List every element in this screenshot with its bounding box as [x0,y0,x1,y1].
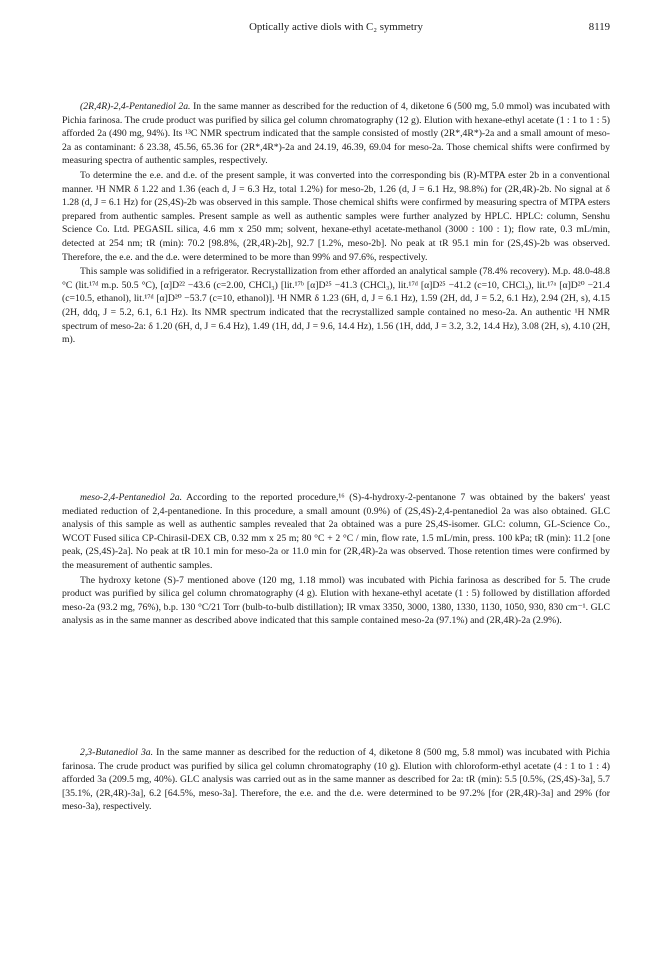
section-heading: (2R,4R)-2,4-Pentanediol 2a. [80,101,191,112]
paragraph-text: In the same manner as described for the reduction of 4, diketone 6 (500 mg, 5.0 mmol) was incubated with Pichia farinosa. The crude product was purified by silica gel column chromatography (12 g). Elution with hexane-ethyl acetate (1 : 1 to 1 : 5) afforded 2a (490 mg, 94%). Its ¹³C NMR spectrum indicated that the sample consisted of mostly (2R*,4R*)-2a and a small amount of meso-2a as contaminant: δ 23.38, 45.56, 65.36 for (2R*,4R*)-2a and 24.19, 46.39, 69.04 for meso-2a. Those chemical shifts were confirmed by measuring spectra of authentic samples, respectively. [62,101,610,167]
paragraph [62,746,610,814]
paragraph: To determine the e.e. and d.e. of the present sample, it was converted into the corresponding bis (R)-MTPA ester 2b in a conventional manner. ¹H NMR δ 1.22 and 1.36 (each d, J = 6.3 Hz, total 1.2%) for meso-2b, 1.26 (d, J = 6.1 Hz, 98.8%) for (2R,4R)-2b. No signal at δ 1.28 (d, J = 6.1 Hz) for (2S,4S)-2b was observed in this sample. Those chemical shifts were confirmed by measuring spectra of MTPA esters prepared from authentic samples. Present sample as well as authentic samples were further analyzed by HPLC. HPLC: column, Senshu Science Co. Ltd. PEGASIL silica, 4.6 mm x 250 mm; solvent, hexane-ethyl acetate-methanol (3000 : 100 : 1); flow rate, 0.3 mL/min, detected at 254 nm; tR (min): 70.2 [98.8%, (2R,4R)-2b], 92.7 [1.2%, meso-2b]. No peak at tR 95.1 min for (2S,4S)-2b was observed. Therefore, the e.e. and the d.e. were determined to be more than 99% and 97.6%, respectively. [62,169,610,263]
paragraph [62,100,610,168]
paragraph-text: In the same manner as described for the reduction of 4, diketone 8 (500 mg, 5.8 mmol) was incubated with Pichia farinosa. The crude product was purified by silica gel column chromatography (10 g). Elution with chloroform-ethyl acetate (4 : 1 to 1 : 4) afforded 3a (209.5 mg, 40%). GLC analysis was carried out as in the same manner as described for 2a: tR (min): 5.5 [0.5%, (2S,4S)-3a], 5.7 [35.1%, (2R,4R)-3a], 6.2 [64.5%, meso-3a]. Therefore, the e.e. and the d.e. were determined to be 97.2% [for (2R,4R)-3a] and 29% (for meso-3a), respectively. [62,747,610,813]
section-butanediol [62,746,610,814]
section-meso-pentanediol [62,491,610,628]
section-2r4r-pentanediol [62,100,610,347]
section-heading: 2,3-Butanediol 3a. [80,747,154,758]
paragraph-text: According to the reported procedure,¹⁶ (S)-4-hydroxy-2-pentanone 7 was obtained by the bakers' yeast mediated reduction of 2,4-pentanedione. In this procedure, a small amount (0.9%) of (2S,4S)-2,4-pentanediol 2a was also obtained. GLC analysis of this sample as well as authentic samples revealed that 2a obtained was a pure 2S,4S-isomer. GLC: column, GL-Science Co., WCOT Fused silica CP-Chirasil-DEX CB, 0.32 mm x 25 m; 80 °C + 2 °C / min, flow rate, 1.5 mL/min, press. 100 kPa; tR (min): 11.2 [one peak, (2S,4S)-2a]. No peak at tR 10.1 min for meso-2a or 11.0 min for (2R,4R)-2a was observed. Those retention times were confirmed by the measurement of authentic samples. [62,492,611,571]
paragraph: This sample was solidified in a refrigerator. Recrystallization from ether afforded an analytical sample (78.4% recovery). M.p. 48.0-48.8 °C (lit.¹⁷ᵈ m.p. 50.5 °C), [α]D²² −43.6 (c=2.00, CHCl₃) [lit.¹⁷ᵇ [α]D²⁵ −41.3 (CHCl₃), lit.¹⁷ᵈ [α]D²⁵ −41.2 (c=10, CHCl₃), lit.¹⁷ᵃ [α]D²⁰ −21.4 (c=10.5, ethanol), lit.¹⁷ᵈ [α]D²⁰ −53.7 (c=10, ethanol)]. ¹H NMR δ 1.23 (6H, d, J = 6.1 Hz), 1.59 (2H, dd, J = 5.2, 6.1 Hz), 2.94 (2H, s), 4.15 (2H, ddq, J = 5.2, 6.1, 6.1 Hz). Its NMR spectrum indicated that the recrystallized sample contained no meso-2a. An authentic ¹H NMR spectrum of meso-2a: δ 1.20 (6H, d, J = 6.4 Hz), 1.49 (1H, dd, J = 9.6, 14.4 Hz), 1.56 (1H, ddd, J = 3.2, 3.2, 14.4 Hz), 3.08 (2H, s), 4.10 (2H, m). [62,266,610,346]
paragraph [62,491,610,573]
page-number: 8119 [588,21,610,33]
paragraph: The hydroxy ketone (S)-7 mentioned above (120 mg, 1.18 mmol) was incubated with Pichia farinosa as described for 5. The crude product was purified by silica gel column chromatography (4 g). Elution with hexane-ethyl acetate (1 : 5) followed by distillation afforded meso-2a (93.2 mg, 76%), b.p. 130 °C/21 Torr (bulb-to-bulb distillation); IR vmax 3350, 3000, 1380, 1330, 1130, 1050, 930, 830 cm⁻¹. GLC analysis as in the same manner as described above indicated that this sample contained meso-2a (97.1%) and (2R,4R)-2a (2.9%). [62,574,610,627]
page-header [62,21,610,37]
section-heading: meso-2,4-Pentanediol 2a. [80,492,183,503]
running-title: Optically active diols with C₂ symmetry [249,21,423,33]
